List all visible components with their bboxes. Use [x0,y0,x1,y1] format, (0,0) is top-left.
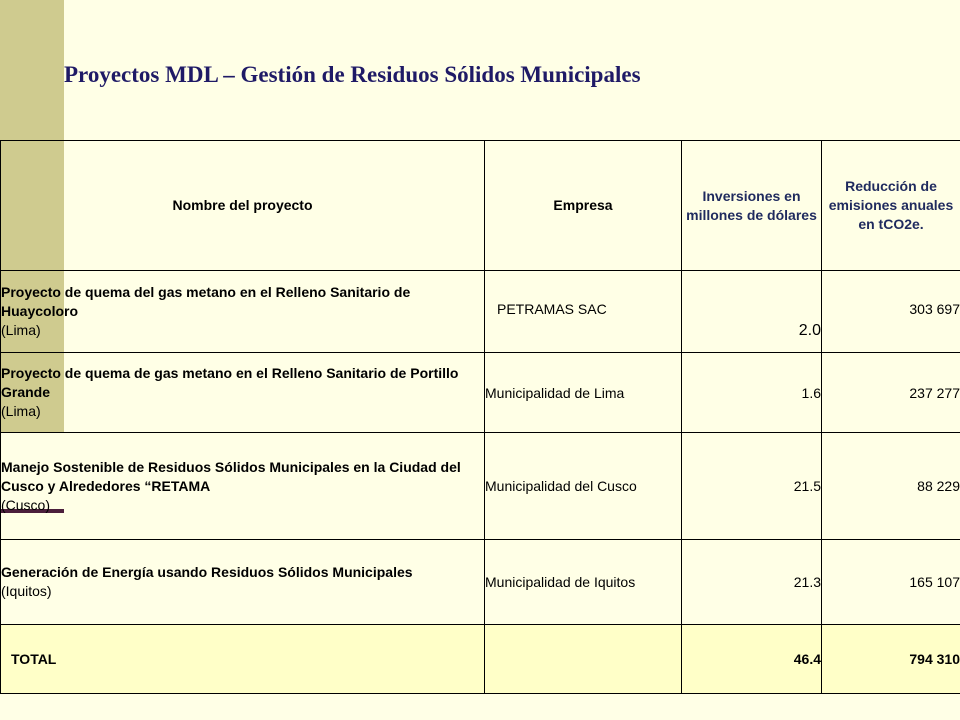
project-name: Manejo Sostenible de Residuos Sólidos Municipales en la Ciudad del Cusco y Alrededores “RETAMA [1,458,461,494]
projects-table [0,140,960,694]
table-row [1,353,960,433]
table-row [1,271,960,353]
project-location: (Iquitos) [1,583,52,599]
total-empresa-cell [485,625,682,694]
inversion-cell: 21.3 [682,540,822,625]
project-name-cell [1,433,485,540]
table-header-row [1,141,960,271]
total-reduccion: 794 310 [822,625,960,694]
empresa-cell: PETRAMAS SAC [485,271,682,353]
total-row [1,625,960,694]
project-location: (Lima) [1,322,41,338]
project-location: (Cusco) [1,496,51,513]
header-reduccion: Reducción de emisiones anuales en tCO2e. [822,141,960,271]
empresa-cell: Municipalidad de Iquitos [485,540,682,625]
page-title: Proyectos MDL – Gestión de Residuos Sólidos Municipales [64,62,641,87]
project-name: Proyecto de quema del gas metano en el Relleno Sanitario de Huaycoloro [1,284,411,319]
inversion-cell: 1.6 [682,353,822,433]
table-row [1,433,960,540]
project-name: Proyecto de quema de gas metano en el Relleno Sanitario de Portillo Grande [1,365,459,400]
project-location: (Lima) [1,403,41,419]
table-row [1,540,960,625]
reduccion-cell: 237 277 [822,353,960,433]
project-name-cell [1,271,485,353]
inversion-cell: 21.5 [682,433,822,540]
inversion-cell: 2.0 [682,271,822,353]
reduccion-cell: 303 697 [822,271,960,353]
project-name-cell [1,540,485,625]
total-label: TOTAL [1,625,485,694]
project-name: Generación de Energía usando Residuos Sólidos Municipales [1,564,413,580]
header-inversiones: Inversiones en millones de dólares [682,141,822,271]
reduccion-cell: 165 107 [822,540,960,625]
total-inversion: 46.4 [682,625,822,694]
empresa-cell: Municipalidad del Cusco [485,433,682,540]
header-empresa: Empresa [485,141,682,271]
empresa-cell: Municipalidad de Lima [485,353,682,433]
reduccion-cell: 88 229 [822,433,960,540]
header-nombre: Nombre del proyecto [1,141,485,271]
project-name-cell [1,353,485,433]
